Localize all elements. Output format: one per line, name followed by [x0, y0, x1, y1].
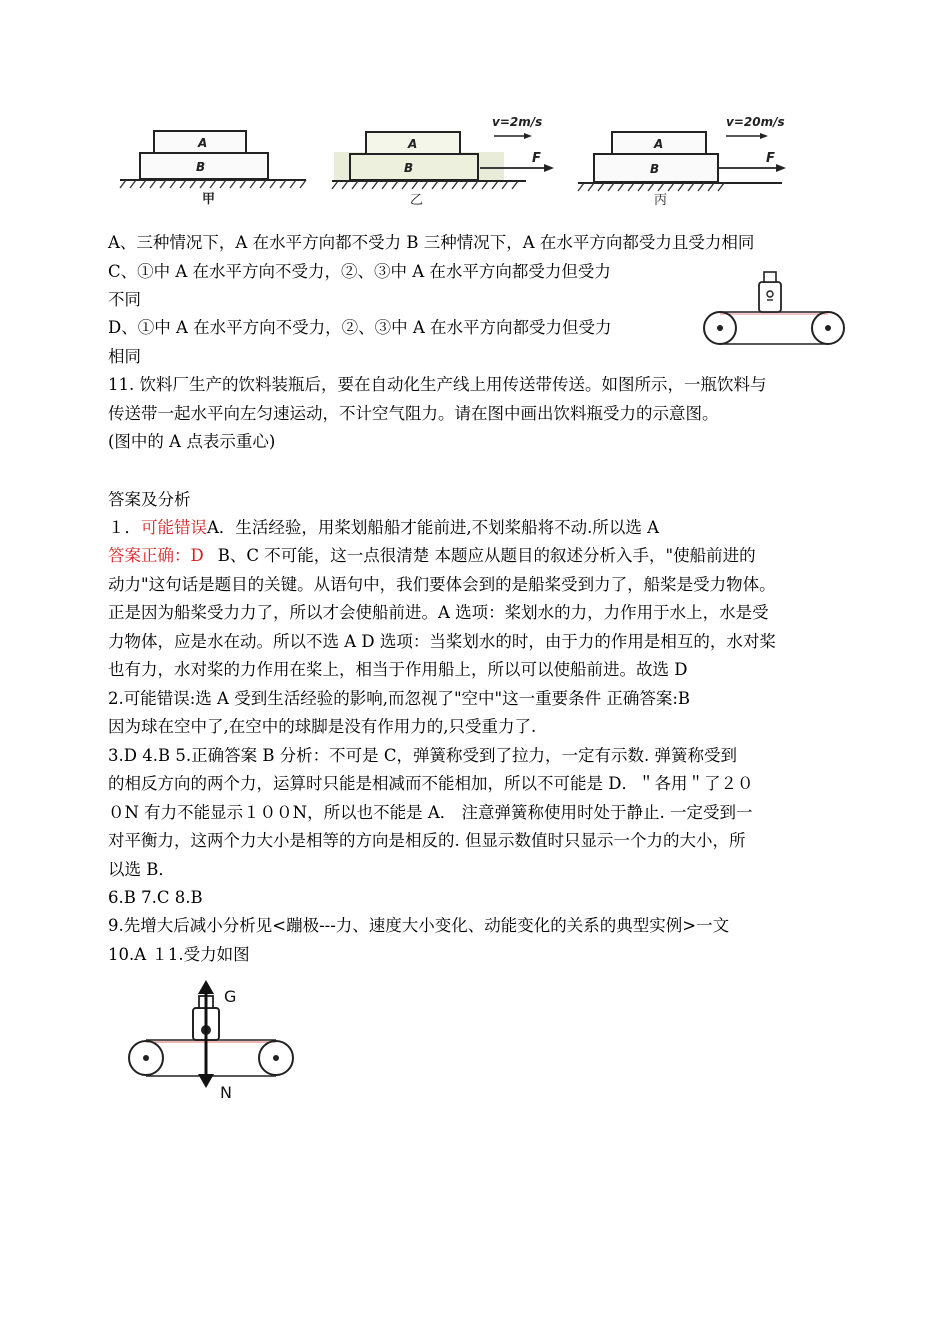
answer-1-text: A．生活经验，用桨划船船才能前进,不划桨船将不动.所以选 A — [207, 518, 660, 537]
conveyor-bottle-figure — [700, 268, 848, 352]
answers-heading: 答案及分析 — [108, 490, 191, 509]
answer-1-line4: 正是因为船桨受力力了，所以才会使船前进。A 选项：桨划水的力，力作用于水上，水是受 — [108, 603, 769, 622]
answer-2-line2: 因为球在空中了,在空中的球脚是没有作用力的,只受重力了. — [108, 717, 537, 736]
answer-9: 9.先增大后减小分析见<蹦极---力、速度大小变化、动能变化的关系的典型实例>一文 — [108, 916, 730, 935]
option-c-line1: C、①中 A 在水平方向不受力，②、③中 A 在水平方向都受力但受力 — [108, 262, 611, 281]
diagram-jia — [118, 126, 308, 206]
block-a-label: A — [408, 137, 418, 151]
option-c-line2: 不同 — [108, 290, 141, 309]
velocity-label-bing: v=20m/s — [726, 115, 785, 129]
block-b-label: B — [404, 161, 414, 175]
answer-1-line5: 力物体，应是水在动。所以不选 A D 选项：当桨划水的时，由于力的作用是相互的，水对桨 — [108, 632, 776, 651]
force-label-yi: F — [532, 151, 541, 166]
answer-1-line3: 动力"这句话是题目的关键。从语句中，我们要体会到的是船桨受到力了，船桨是受力物体。 — [108, 575, 776, 594]
answer-1-line1 — [108, 514, 659, 542]
option-a-b: A、三种情况下，A 在水平方向都不受力 B 三种情况下，A 在水平方向都受力且受力相同 — [108, 233, 755, 252]
answer-10-11: 10.A １1.受力如图 — [108, 945, 250, 964]
gravity-label: G — [224, 987, 237, 1006]
answer-2-line1: 2.可能错误:选 A 受到生活经验的影响,而忽视了"空中"这一重要条件 正确答案:B — [108, 689, 691, 708]
answer-3-line4: 对平衡力，这两个力大小是相等的方向是相反的. 但显示数值时只显示一个力的大小，所 — [108, 831, 746, 850]
correct-answer-label: 答案正确：D — [108, 546, 204, 565]
answer-6-8: 6.B 7.C 8.B — [108, 888, 203, 907]
block-b-label: B — [650, 162, 660, 176]
diagram-yi — [330, 110, 560, 208]
force-diagram — [126, 978, 306, 1102]
block-a-label: A — [654, 137, 664, 151]
block-a-label: A — [198, 136, 208, 150]
possible-error-label: 可能错误 — [141, 518, 207, 537]
answer-1-line6: 也有力，水对桨的力作用在桨上，相当于作用船上，所以可以使船前进。故选 D — [108, 660, 688, 679]
caption-jia: 甲 — [202, 192, 216, 206]
answer-1-line2-text: B、C 不可能，这一点很清楚 本题应从题目的叙述分析入手，"使船前进的 — [217, 546, 756, 565]
answer-3-line5: 以选 B． — [108, 860, 175, 879]
option-d-line1: D、①中 A 在水平方向不受力，②、③中 A 在水平方向都受力但受力 — [108, 318, 612, 337]
answer-1-number: １． — [108, 518, 141, 537]
caption-yi: 乙 — [410, 193, 424, 208]
velocity-label-yi: v=2m/s — [492, 115, 543, 129]
diagram-bing — [576, 110, 806, 208]
option-d-line2: 相同 — [108, 347, 141, 366]
caption-bing: 丙 — [654, 193, 668, 208]
block-b-label: B — [196, 160, 206, 174]
question-11-line1: 11. 饮料厂生产的饮料装瓶后，要在自动化生产线上用传送带传送。如图所示，一瓶饮料与 — [108, 375, 767, 394]
question-11-line2: 传送带一起水平向左匀速运动，不计空气阻力。请在图中画出饮料瓶受力的示意图。 — [108, 404, 719, 423]
question-11-line3: (图中的 A 点表示重心) — [108, 432, 276, 451]
normal-force-label: N — [220, 1083, 232, 1102]
answer-3-line1: 3.D 4.B 5.正确答案 B 分析：不可是 C，弹簧称受到了拉力，一定有示数. 弹簧称受到 — [108, 746, 738, 765]
answer-1-line2 — [108, 542, 756, 570]
answer-3-line3: ０N 有力不能显示１００N，所以也不能是 A． 注意弹簧称使用时处于静止. 一定受到一 — [108, 803, 753, 822]
answer-3-line2: 的相反方向的两个力，运算时只能是相减而不能相加，所以不可能是 D．＂各用＂了２０ — [108, 774, 754, 793]
force-label-bing: F — [766, 151, 775, 166]
